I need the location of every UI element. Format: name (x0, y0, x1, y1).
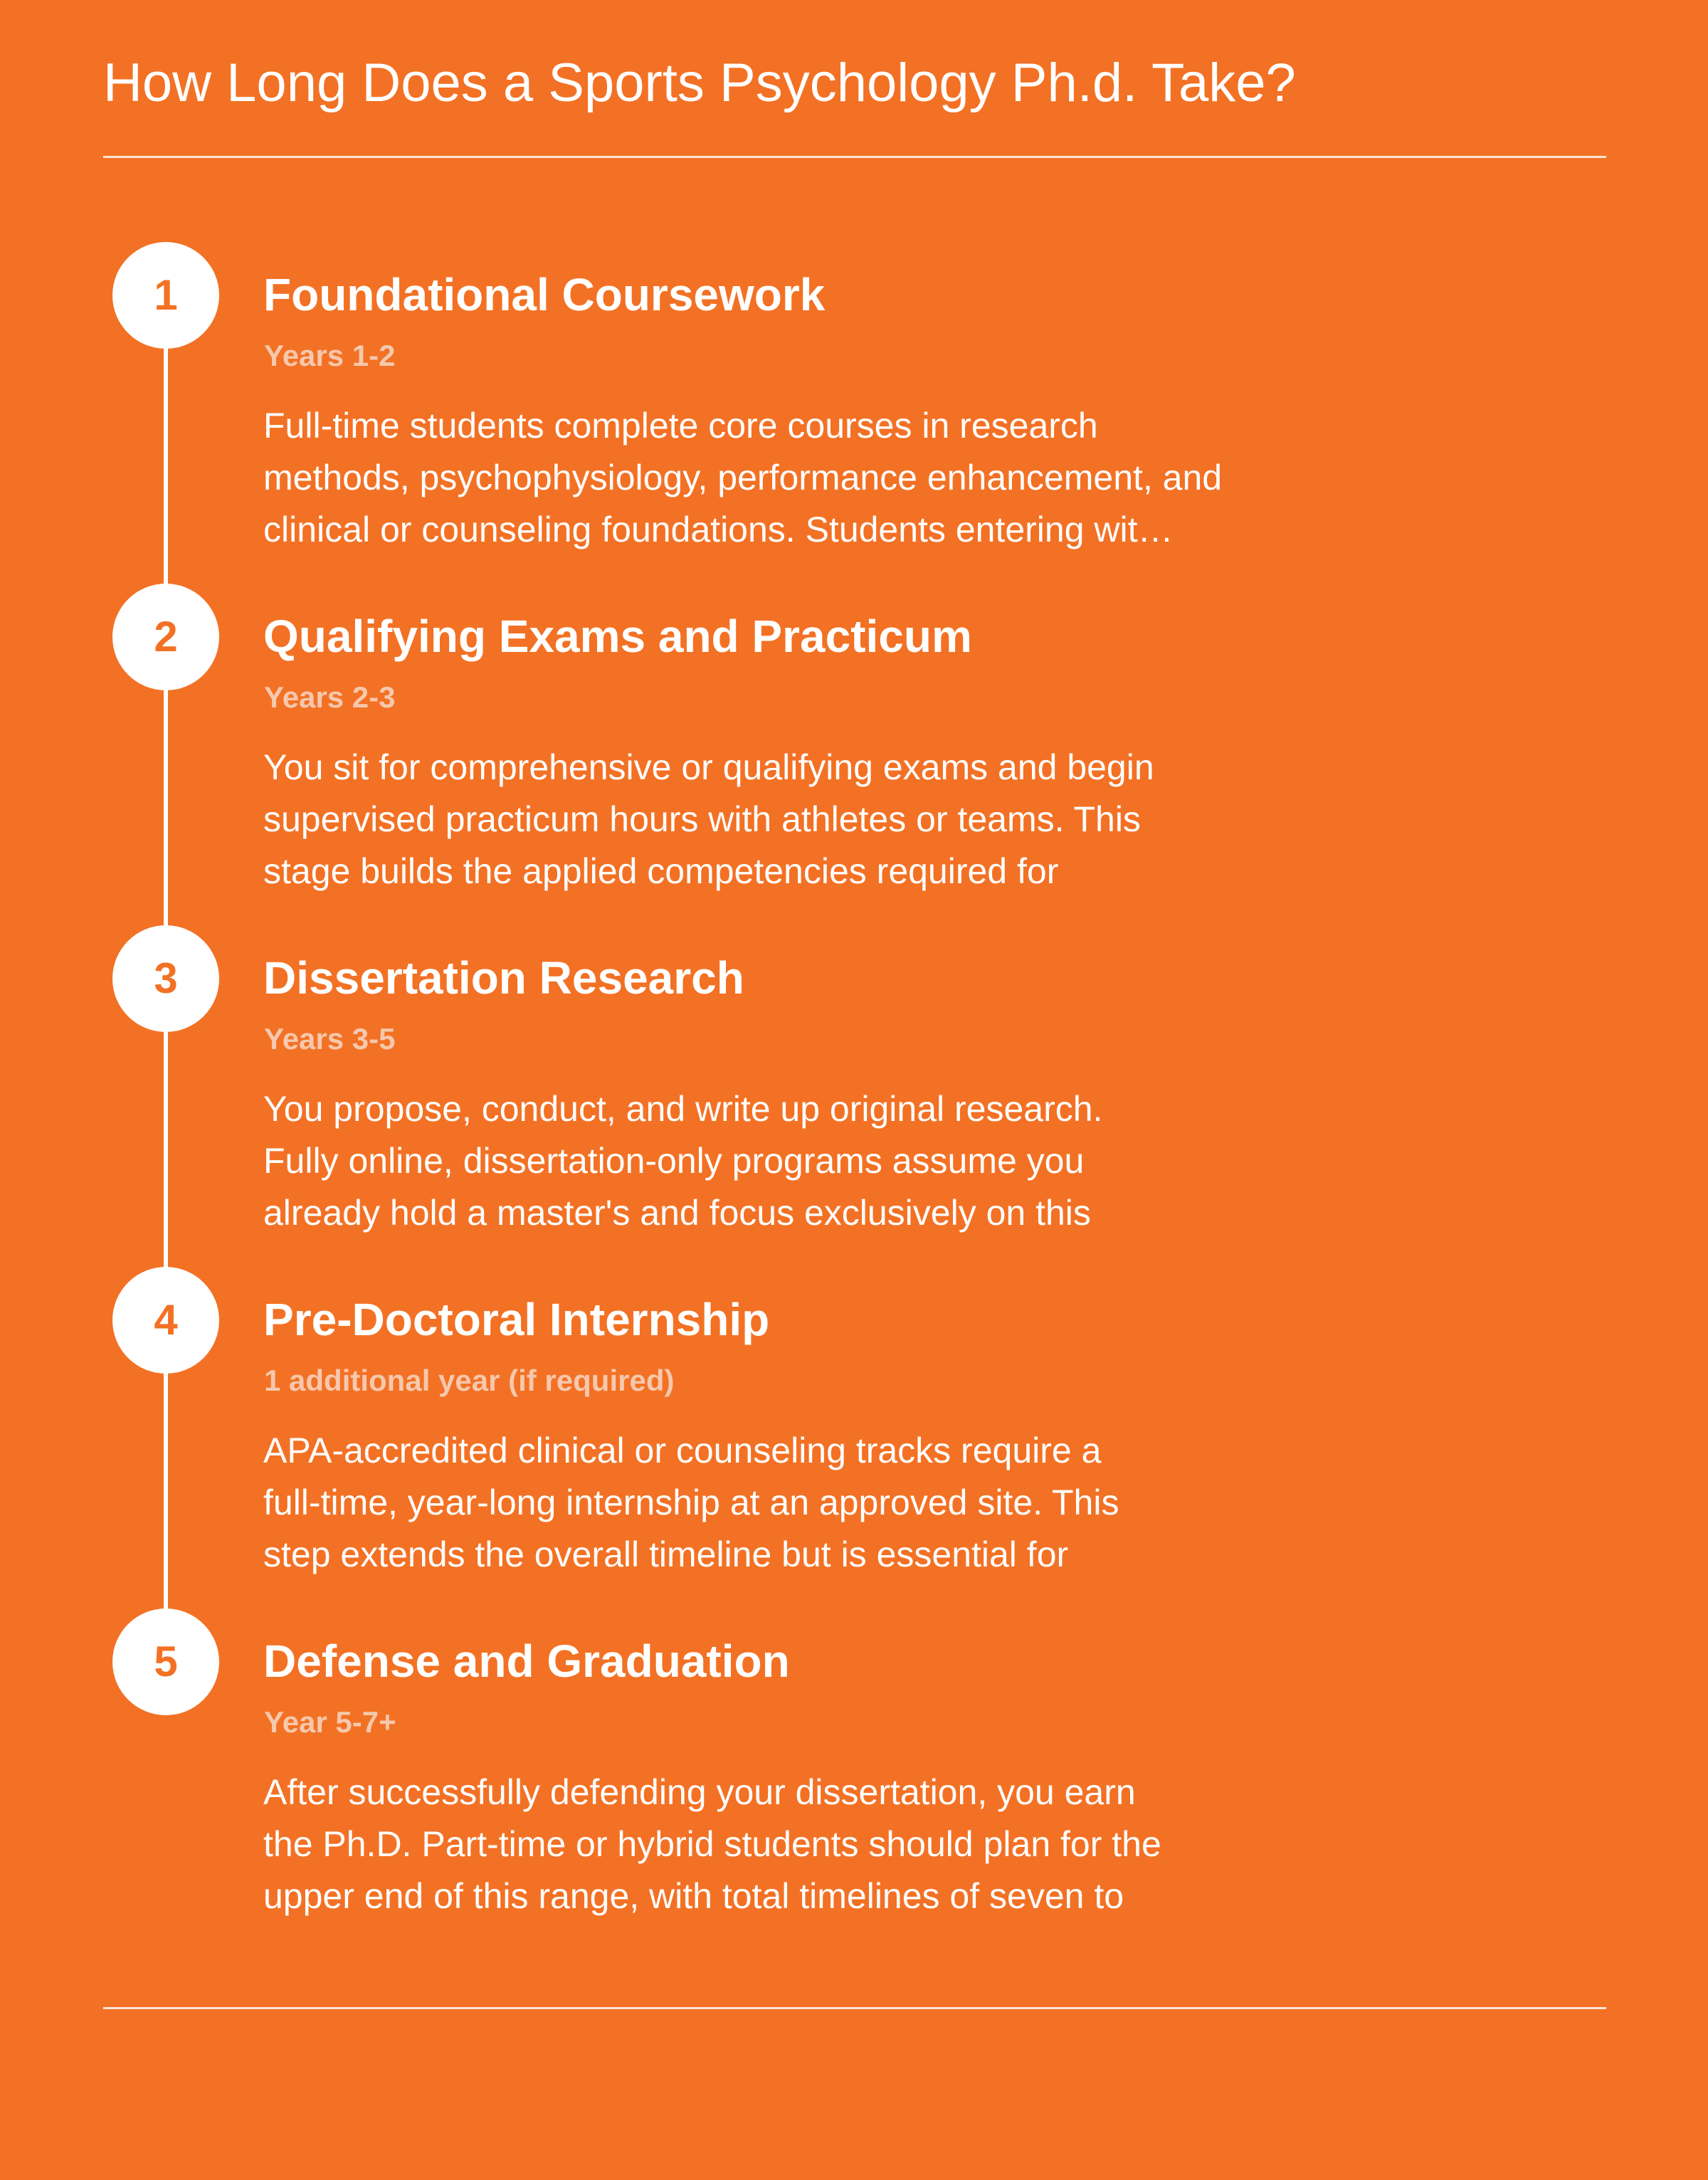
timeline-step-1 (0, 242, 1708, 555)
description-line: Fully online, dissertation-only programs assume you (263, 1141, 1085, 1181)
description-line: the Ph.D. Part-time or hybrid students should plan for the (263, 1824, 1161, 1864)
step-description (263, 400, 1374, 556)
top-divider (103, 156, 1606, 158)
description-line: clinical or counseling foundations. Students entering wit… (263, 510, 1174, 549)
timeline-step-4 (0, 1267, 1708, 1580)
description-line: upper end of this range, with total timelines of seven to (263, 1876, 1124, 1916)
step-description (263, 1083, 1374, 1239)
timeline-step-5 (0, 1608, 1708, 1922)
step-title: Qualifying Exams and Practicum (263, 611, 972, 662)
step-title: Pre-Doctoral Internship (263, 1294, 770, 1345)
step-description (263, 1425, 1374, 1581)
step-title: Defense and Graduation (263, 1636, 790, 1687)
step-number-badge: 4 (112, 1267, 219, 1374)
step-title: Foundational Coursework (263, 269, 826, 320)
step-number-badge: 3 (112, 925, 219, 1032)
step-number-badge: 1 (112, 242, 219, 349)
step-duration: 1 additional year (if required) (264, 1364, 675, 1397)
step-description (263, 1766, 1374, 1922)
step-number-badge: 2 (112, 584, 219, 690)
description-line: full-time, year-long internship at an approved site. This (263, 1483, 1119, 1522)
step-duration: Years 2-3 (264, 680, 396, 714)
step-number-badge: 5 (112, 1608, 219, 1715)
step-duration: Years 1-2 (264, 339, 396, 372)
description-line: already hold a master's and focus exclusively on this (263, 1193, 1091, 1233)
timeline-step-2 (0, 584, 1708, 897)
page-title: How Long Does a Sports Psychology Ph.d. Take? (103, 53, 1296, 113)
description-line: Full-time students complete core courses in research (263, 406, 1098, 446)
description-line: You sit for comprehensive or qualifying exams and begin (263, 747, 1154, 787)
description-line: After successfully defending your dissertation, you earn (263, 1772, 1136, 1812)
bottom-divider (103, 2007, 1606, 2009)
timeline-step-3 (0, 925, 1708, 1238)
description-line: step extends the overall timeline but is essential for (263, 1534, 1069, 1574)
step-duration: Year 5-7+ (264, 1705, 396, 1739)
description-line: supervised practicum hours with athletes or teams. This (263, 799, 1141, 839)
step-title: Dissertation Research (263, 952, 744, 1004)
step-description (263, 742, 1374, 897)
step-duration: Years 3-5 (264, 1022, 396, 1055)
description-line: You propose, conduct, and write up original research. (263, 1089, 1103, 1129)
description-line: stage builds the applied competencies required for (263, 851, 1059, 891)
description-line: APA-accredited clinical or counseling tracks require a (263, 1431, 1102, 1470)
description-line: methods, psychophysiology, performance enhancement, and (263, 458, 1223, 497)
